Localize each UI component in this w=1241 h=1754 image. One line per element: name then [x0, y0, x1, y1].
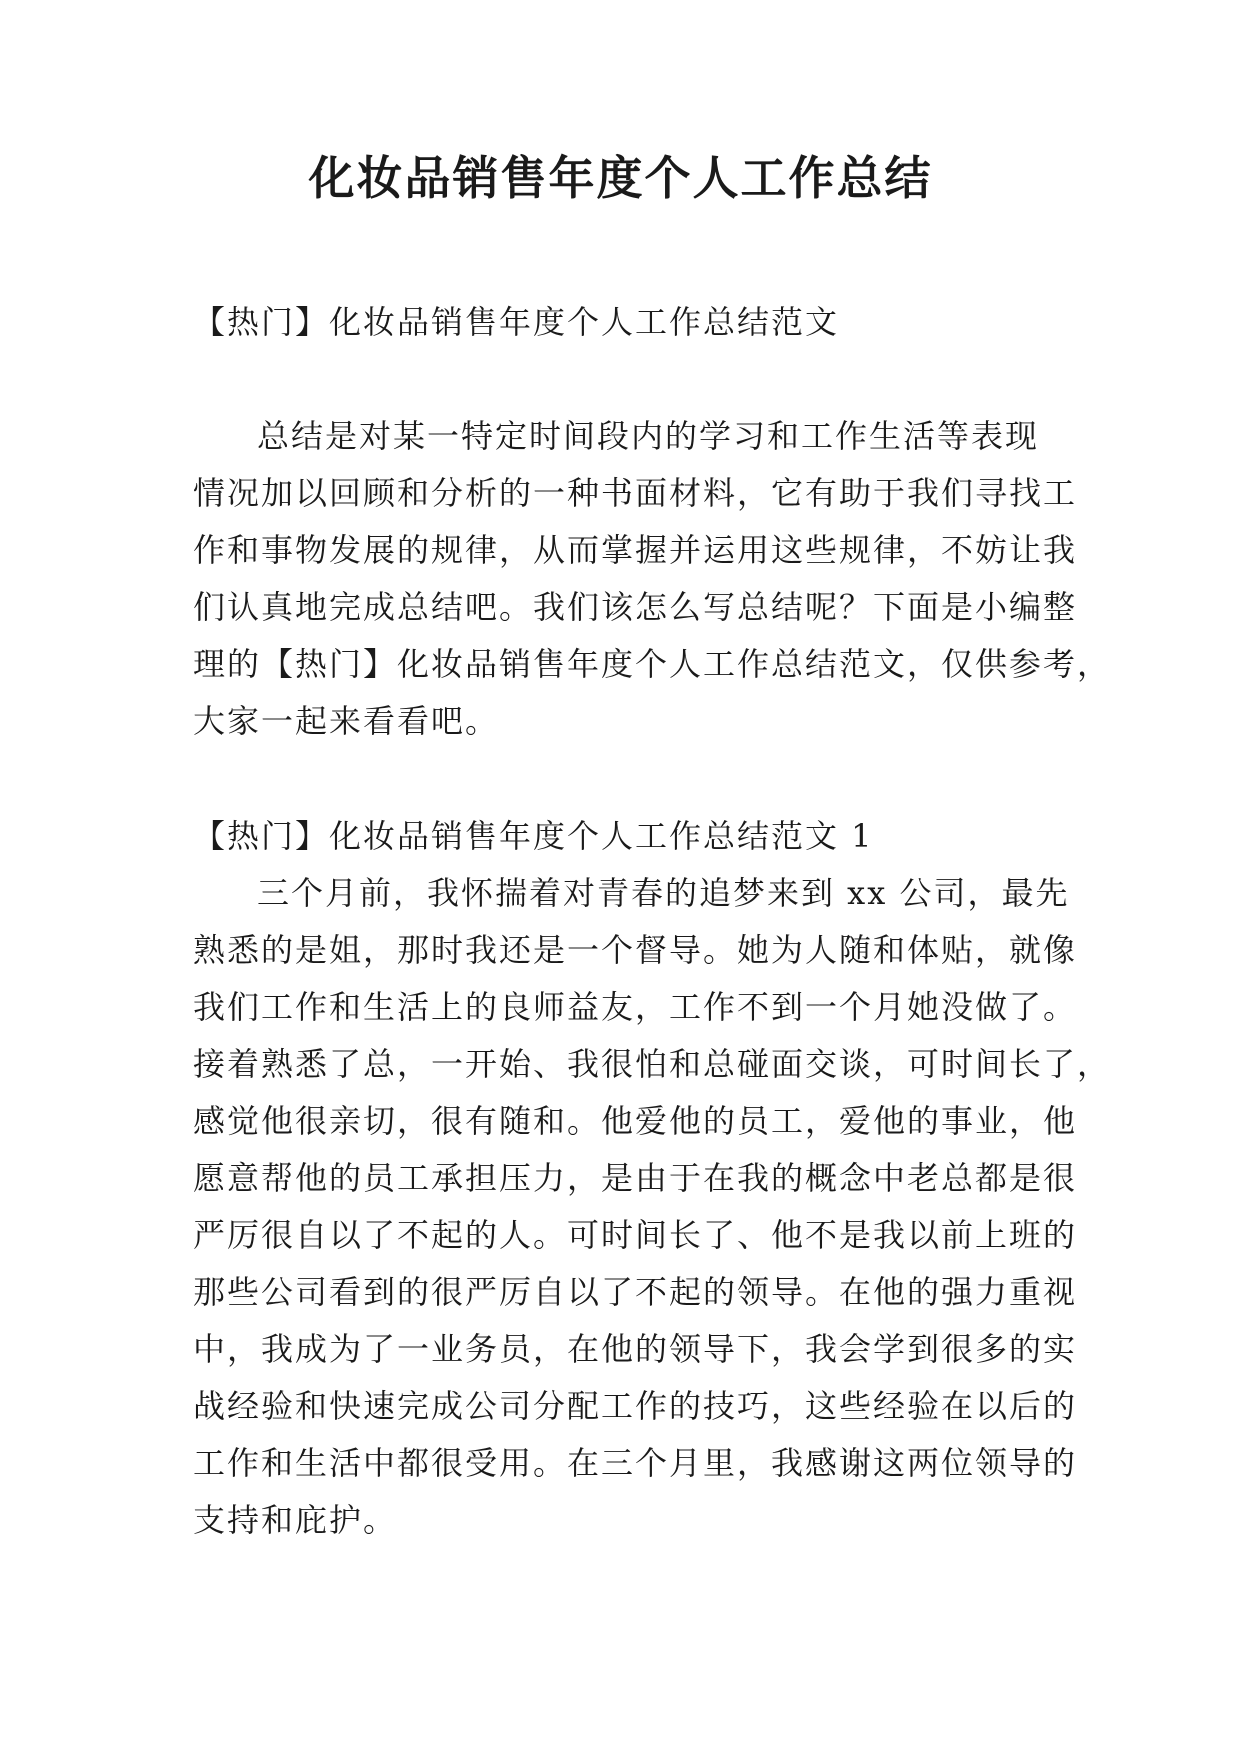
intro-line: 理的【热门】化妆品销售年度个人工作总结范文，仅供参考， — [193, 645, 1112, 683]
section-line: 严厉很自以了不起的人。可时间长了、他不是我以前上班的 — [193, 1216, 1078, 1254]
section-line: 接着熟悉了总，一开始、我很怕和总碰面交谈，可时间长了， — [193, 1045, 1112, 1083]
intro-line: 大家一起来看看吧。 — [193, 702, 500, 740]
section-heading: 【热门】化妆品销售年度个人工作总结范文 1 — [193, 817, 874, 855]
section-line: 三个月前，我怀揣着对青春的追梦来到 xx 公司，最先 — [257, 874, 1070, 912]
section-line: 中，我成为了一业务员，在他的领导下，我会学到很多的实 — [193, 1330, 1078, 1368]
document-title: 化妆品销售年度个人工作总结 — [308, 151, 933, 205]
section-line: 支持和庇护。 — [193, 1501, 398, 1539]
section-line: 我们工作和生活上的良师益友，工作不到一个月她没做了。 — [193, 988, 1078, 1026]
section-line: 熟悉的是姐，那时我还是一个督导。她为人随和体贴，就像 — [193, 931, 1078, 969]
intro-line: 情况加以回顾和分析的一种书面材料，它有助于我们寻找工 — [193, 474, 1078, 512]
intro-line: 作和事物发展的规律，从而掌握并运用这些规律，不妨让我 — [193, 531, 1078, 569]
section-line: 愿意帮他的员工承担压力，是由于在我的概念中老总都是很 — [193, 1159, 1078, 1197]
document-subtitle: 【热门】化妆品销售年度个人工作总结范文 — [193, 303, 840, 341]
section-line: 那些公司看到的很严厉自以了不起的领导。在他的强力重视 — [193, 1273, 1078, 1311]
intro-line: 总结是对某一特定时间段内的学习和工作生活等表现 — [257, 417, 1040, 455]
intro-line: 们认真地完成总结吧。我们该怎么写总结呢？下面是小编整 — [193, 588, 1078, 626]
section-line: 工作和生活中都很受用。在三个月里，我感谢这两位领导的 — [193, 1444, 1078, 1482]
section-line: 感觉他很亲切，很有随和。他爱他的员工，爱他的事业，他 — [193, 1102, 1078, 1140]
section-line: 战经验和快速完成公司分配工作的技巧，这些经验在以后的 — [193, 1387, 1078, 1425]
